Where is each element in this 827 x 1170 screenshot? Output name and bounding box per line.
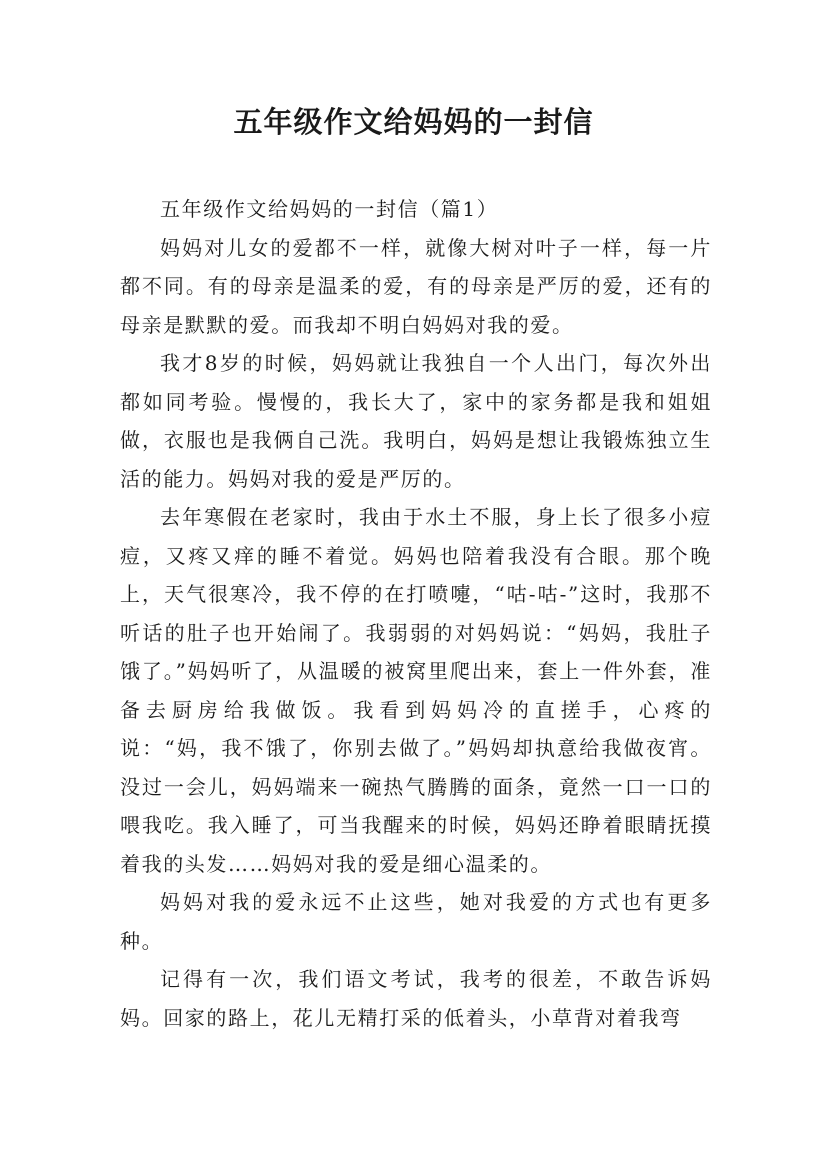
paragraph: 妈妈对儿女的爱都不一样，就像大树对叶子一样，每一片都不同。有的母亲是温柔的爱，有的母亲是严厉的爱，还有的母亲是默默的爱。而我却不明白妈妈对我的爱。 (120, 235, 712, 337)
paragraph: 妈妈对我的爱永远不止这些，她对我爱的方式也有更多种。 (120, 890, 712, 953)
paragraph: 我才8岁的时候，妈妈就让我独自一个人出门，每次外出都如同考验。慢慢的，我长大了，家中的家务都是我和姐姐做，衣服也是我俩自己洗。我明白，妈妈是想让我锻炼独立生活的能力。妈妈对我的爱是严厉的。 (120, 351, 712, 491)
paragraph: 记得有一次，我们语文考试，我考的很差，不敢告诉妈妈。回家的路上，花儿无精打采的低着头，小草背对着我弯 (120, 967, 712, 1030)
document-body (120, 190, 712, 1037)
section-heading: 五年级作文给妈妈的一封信（篇1） (160, 197, 499, 221)
document-title: 五年级作文给妈妈的一封信 (233, 105, 594, 139)
paragraph: 去年寒假在老家时，我由于水土不服，身上长了很多小痘痘，又疼又痒的睡不着觉。妈妈也陪着我没有合眼。那个晚上，天气很寒冷，我不停的在打喷嚏，“咕-咕-”这时，我那不听话的肚子也开始闹了。我弱弱的对妈妈说：“妈妈，我肚子饿了。”妈妈听了，从温暖的被窝里爬出来，套上一件外套，准备去厨房给我做饭。我看到妈妈冷的直搓手，心疼的说：“妈，我不饿了，你别去做了。”妈妈却执意给我做夜宵。没过一会儿，妈妈端来一碗热气腾腾的面条，竟然一口一口的喂我吃。我入睡了，可当我醒来的时候，妈妈还睁着眼睛抚摸着我的头发……妈妈对我的爱是细心温柔的。 (120, 505, 712, 876)
